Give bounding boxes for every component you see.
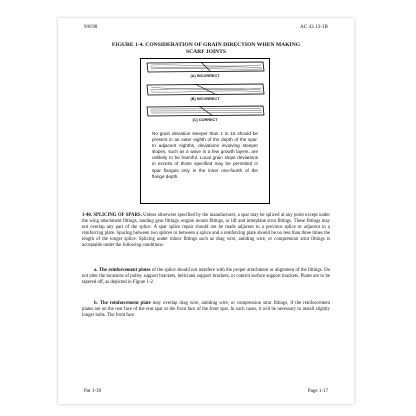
section-text: Unless otherwise specified by the manufacturer, a spar may be spliced at any point except under the wing attachment fittings, landing gear fittings, engine mount fittings, or lift and interplane strut fittings. These fittings may not overlap any part of the splice. A spar splice repair should not be made adjacent to a previous splice or adjacent to a reinforcing plate. Spacing between two splices or between a splice and a reinforcing plate should be no less than three times the length of the longer splice. Splicing under minor fittings such as drag wire, antidrag wire, or compression strut fittings is acceptable under the following conditions: [82,213,330,248]
section-1-40 [82,213,330,248]
item-b [82,301,330,319]
scarf-joint-c [147,106,264,116]
item-a-label: a. [94,268,98,273]
scarf-joint-a [147,62,264,72]
header-date: 9/8/98 [84,24,98,30]
figure-title [82,42,330,55]
document-page [58,18,354,404]
item-a [82,268,330,286]
header-doc-id: AC 43.13-1B [300,24,328,30]
section-heading: 1-40. SPLICING OF SPARS. [82,213,142,218]
caption-b: (B) INCORRECT [190,97,220,101]
footer-par: Par 1-39 [84,389,102,394]
figure-title-line2: SCARF JOINTS [185,48,227,55]
caption-a: (A) INCORRECT [190,74,220,78]
caption-c: (C) CORRECT [192,118,218,122]
footer-page: Page 1-17 [307,389,328,394]
figure-box [140,58,270,204]
figure-note: No grain deviation steeper than 1 in 15 should be present in an outer eighth of the depth of the spar. In adjacent eighths, deviations involving steeper slopes, such as a wave in a few growth layers, are unlikely to be harmful. Local grain slope deviations in excess of those specified may be permitted in spar flanges only in the inner one-fourth of the flange depth. [152,131,258,179]
figure-title-line1: FIGURE 1-4. CONSIDERATION OF GRAIN DIRECTION WHEN MAKING [111,42,301,48]
item-b-text: may overlap drag wire, antidrag wire, or compression strut fittings, if the reinforcement plates are on the rear face of the rear spar or the front face of the front spar. In such cases, it will be necessary to install slightly longer bolts. The front face [82,301,330,318]
item-a-text: of the splice should not interfere with the proper attachment or alignment of the fittings. Do not alter the locations of pulley support brackets, bellcrank support brackets, or control surface support brackets. Plates are to be tapered off, as depicted in Figure 1-2. [82,268,331,285]
item-b-heading: The reinforcement plate [99,301,151,306]
scarf-joint-b [147,84,264,95]
item-b-label: b. [94,301,98,306]
item-a-heading: The reinforcement plates [98,268,151,273]
